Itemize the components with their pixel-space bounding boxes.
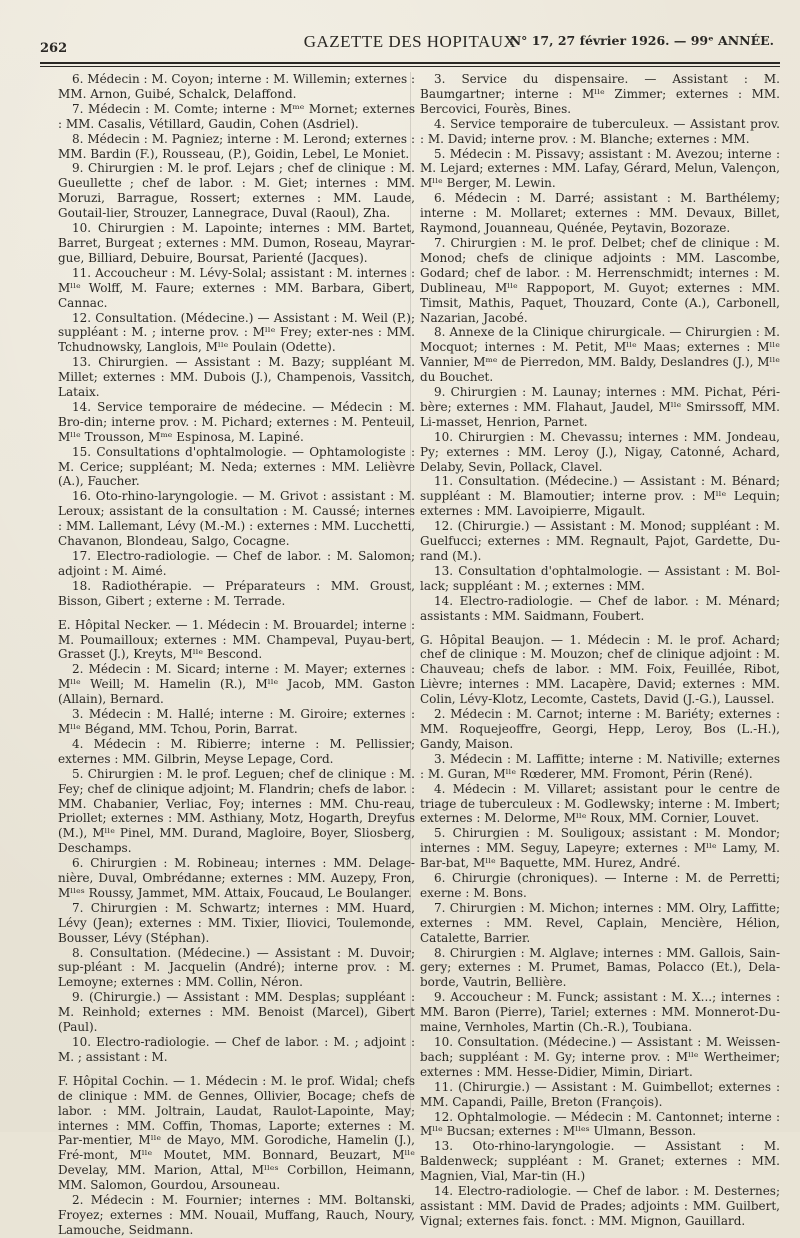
service-entry: 10. Electro-radiologie. — Chef de labor. : M. ; adjoint : M. ; assistant : M. [58,1035,415,1064]
service-entry: 2. Médecin : M. Fournier; internes : MM. Boltanski, Froyez; externes : MM. Nouail, Muffang, Rauch, Noury, Lamouche, Seidmann. [58,1193,415,1237]
hospital-section-beaujon: G. Hôpital Beaujon. — 1. Médecin : M. le prof. Achard; chef de clinique : M. Mouzon; chef de clinique adjoint : M. Chauveau; chefs de labor. : MM. Foix, Feuillée, Ribot, Lièvre; internes : MM. Lacapère, David; externes : MM. Colin, Lévy-Klotz, Lecomte, Castets, David (J.-G.), Laussel. [420,632,780,707]
service-entry: 4. Médecin : M. Ribierre; interne : M. Pellissier; externes : MM. Gilbrin, Meyse Lepage, Cord. [58,736,415,766]
service-entry: 3. Médecin : M. Hallé; interne : M. Giroire; externes : Mˡˡᵉ Bégand, MM. Tchou, Porin, Barrat. [58,707,415,736]
service-entry: 9. Accoucheur : M. Funck; assistant : M. X...; internes : MM. Baron (Pierre), Tariel; externes : MM. Monnerot-Du-maine, Vernholes, Martin (Ch.-R.), Toubiana. [420,990,780,1035]
service-entry: 14. Service temporaire de médecine. — Médecin : M. Bro-din; interne prov. : M. Pichard; externes : M. Penteuil, Mˡˡᵉ Trousson, Mᵐᵉ Espinosa, M. Lapiné. [58,399,415,444]
service-entry: 9. Chirurgien : M. Launay; internes : MM. Pichat, Péri-bère; externes : MM. Flahaut, Jaudel, Mˡˡᵉ Smirssoff, MM. Li-masset, Henrion, Parnet. [420,385,780,429]
service-entry: 8. Chirurgien : M. Alglave; internes : MM. Gallois, Sain-gery; externes : M. Prumet, Bamas, Polacco (Et.), Dela-borde, Vautrin, Bellière. [420,945,780,990]
service-entry: 7. Chirurgien : M. Schwartz; internes : MM. Huard, Lévy (Jean); externes : MM. Tixier, Iliovici, Toulemonde, Bousser, Lévy (Stéphan). [58,900,415,945]
service-entry: 11. Accoucheur : M. Lévy-Solal; assistant : M. internes : Mˡˡᵉ Wolff, M. Faure; externes : MM. Barbara, Gibert, Cannac. [58,265,415,310]
service-entry: 5. Médecin : M. Pissavy; assistant : M. Avezou; interne : M. Lejard; externes : MM. Lafay, Gérard, Melun, Valençon, Mˡˡᵉ Berger, M. Lewin. [420,146,780,191]
service-entry: 13. Oto-rhino-laryngologie. — Assistant : M. Baldenweck; suppléant : M. Granet; externes : MM. Magnien, Vial, Mar-tin (H.) [420,1139,780,1184]
service-entry: 13. Chirurgien. — Assistant : M. Bazy; suppléant M. Millet; externes : MM. Dubois (J.), Champenois, Vassitch, Lataix. [58,355,415,400]
service-entry: 14. Electro-radiologie. — Chef de labor. : M. Desternes; assistant : MM. David de Prades; adjoints : MM. Guilbert, Vignal; externes fais. fonct. : MM. Mignon, Gauillard. [420,1184,780,1228]
service-entry: 14. Electro-radiologie. — Chef de labor. : M. Ménard; assistants : MM. Saidmann, Foubert. [420,593,780,623]
service-entry: 17. Electro-radiologie. — Chef de labor. : M. Salomon; adjoint : M. Aimé. [58,549,415,578]
column-divider [410,72,411,1112]
service-entry: 5. Chirurgien : M. Souligoux; assistant : M. Mondor; internes : MM. Seguy, Lapeyre; externes : Mˡˡᵉ Lamy, M. Bar-bat, Mˡˡᵉ Baquette, MM. Hurez, André. [420,826,780,871]
journal-title: GAZETTE DES HOPITAUX [303,32,517,51]
service-entry: 4. Médecin : M. Villaret; assistant pour le centre de triage de tuberculeux : M. Godlewsky; interne : M. Imbert; externes : M. Delorme, Mˡˡᵉ Roux, MM. Cornier, Louvet. [420,781,780,826]
service-entry: 18. Radiothérapie. — Préparateurs : MM. Groust, Bisson, Gibert ; externe : M. Terrade. [58,578,415,608]
service-entry: 6. Médecin : M. Darré; assistant : M. Barthélemy; interne : M. Mollaret; externes : MM. Devaux, Billet, Raymond, Jouanneau, Quénée, Peytavin, Bozoraze. [420,191,780,236]
header-rule [40,62,780,64]
service-entry: 2. Médecin : M. Carnot; interne : M. Bariéty; externes : MM. Roquejeoffre, Georgi, Hepp, Leroy, Bos (L.-H.), Gandy, Maison. [420,707,780,751]
service-entry: 11. Consultation. (Médecine.) — Assistant : M. Bénard; suppléant : M. Blamoutier; interne prov. : Mˡˡᵉ Lequin; externes : MM. Lavoipierre, Migault. [420,474,780,519]
service-entry: 10. Chirurgien : M. Chevassu; internes : MM. Jondeau, Py; externes : MM. Leroy (J.), Nigay, Catonné, Achard, Delaby, Sevin, Pollack, Clavel. [420,429,780,474]
service-entry: 15. Consultations d'ophtalmologie. — Ophtamologiste : M. Cerice; suppléant; M. Neda; externes : MM. Lelièvre (A.), Faucher. [58,444,415,489]
service-entry: 16. Oto-rhino-laryngologie. — M. Grivot : assistant : M. Leroux; assistant de la consultation : M. Caussé; internes : MM. Lallemant, Lévy (M.-M.) : externes : MM. Lucchetti, Chavanon, Blondeau, Salgo, Cocagne. [58,489,415,549]
service-entry: 11. (Chirurgie.) — Assistant : M. Guimbellot; externes : MM. Capandi, Paille, Breton (François). [420,1079,780,1109]
header-rule-thin [40,66,780,67]
service-entry: 9. (Chirurgie.) — Assistant : MM. Desplas; suppléant : M. Reinhold; externes : MM. Benoist (Marcel), Gibert (Paul). [58,990,415,1035]
service-entry: 9. Chirurgien : M. le prof. Lejars ; chef de clinique : M. Gueullette ; chef de labor. : M. Giet; internes : MM. Moruzi, Barrague, Rossert; externes : MM. Laude, Goutail-lier, Strouzer, Lannegrace, Duval (Raoul), Zha. [58,161,415,221]
page-number: 262 [40,41,68,56]
hospital-section-necker: E. Hôpital Necker. — 1. Médecin : M. Brouardel; interne : M. Poumailloux; externes : MM. Champeval, Puyau-bert, Grasset (J.), Kreyts, Mˡˡᵉ Bescond. [58,617,415,662]
service-entry: 7. Médecin : M. Comte; interne : Mᵐᵉ Mornet; externes : MM. Casalis, Vétillard, Gaudin, Cohen (Asdriel). [58,101,415,131]
service-entry: 3. Service du dispensaire. — Assistant : M. Baumgartner; interne : Mˡˡᵉ Zimmer; externes : MM. Bercovici, Fourès, Bines. [420,72,780,116]
service-entry: 6. Médecin : M. Coyon; interne : M. Willemin; externes : MM. Arnon, Guibé, Schalck, Delaffond. [58,72,415,101]
left-column [58,72,415,1238]
service-entry: 6. Chirurgien : M. Robineau; internes : MM. Delage-nière, Duval, Ombrédanne; externes : MM. Auzepy, Fron, Mˡˡᵉˢ Roussy, Jammet, MM. Attaix, Foucaud, Le Boulanger. [58,856,415,900]
service-entry: 12. Ophtalmologie. — Médecin : M. Cantonnet; interne : Mˡˡᵉ Bucsan; externes : Mˡˡᵉˢ Ulmann, Besson. [420,1109,780,1139]
service-entry: 2. Médecin : M. Sicard; interne : M. Mayer; externes : Mˡˡᵉ Weill; M. Hamelin (R.), Mˡˡᵉ Jacob, MM. Gaston (Allain), Bernard. [58,662,415,707]
service-entry: 6. Chirurgie (chroniques). — Interne : M. de Perretti; exerne : M. Bons. [420,871,780,900]
service-entry: 13. Consultation d'ophtalmologie. — Assistant : M. Bol-lack; suppléant : M. ; externes : MM. [420,563,780,593]
service-entry: 12. Consultation. (Médecine.) — Assistant : M. Weil (P.); suppléant : M. ; interne prov. : Mˡˡᵉ Frey; exter-nes : MM. Tchudnowsky, Langlois, Mˡˡᵉ Poulain (Odette). [58,310,415,355]
service-entry: 10. Consultation. (Médecine.) — Assistant : M. Weissen-bach; suppléant : M. Gy; interne prov. : Mˡˡᵉ Wertheimer; externes : MM. Hesse-Didier, Mimin, Diriart. [420,1035,780,1079]
hospital-section-cochin: F. Hôpital Cochin. — 1. Médecin : M. le prof. Widal; chefs de clinique : MM. de Gennes, Ollivier, Bocage; chefs de labor. : MM. Joltrain, Laudat, Raulot-Lapointe, May; internes : MM. Coffin, Thomas, Laporte; externes : M. Par-mentier, Mˡˡᵉ de Mayo, MM. Gorodiche, Hamelin (J.), Fré-mont, Mˡˡᵉ Moutet, MM. Bonnard, Beuzart, Mˡˡᵉ Develay, MM. Marion, Attal, Mˡˡᵉˢ Corbillon, Heimann, MM. Salomon, Gourdou, Arsouneau. [58,1073,415,1193]
service-entry: 10. Chirurgien : M. Lapointe; internes : MM. Bartet, Barret, Burgeat ; externes : MM. Dumon, Roseau, Mayrar-gue, Billiard, Debuire, Boursat, Parienté (Jacques). [58,221,415,265]
issue-info: N° 17, 27 février 1926. — 99ᵉ ANNÉE. [509,33,774,48]
service-entry: 8. Annexe de la Clinique chirurgicale. — Chirurgien : M. Mocquot; internes : M. Petit, Mˡˡᵉ Maas; externes : Mˡˡᵉ Vannier, Mᵐᵉ de Pierredon, MM. Baldy, Deslandres (J.), Mˡˡᵉ du Bouchet. [420,325,780,385]
service-entry: 7. Chirurgien : M. le prof. Delbet; chef de clinique : M. Monod; chefs de clinique adjoints : MM. Lascombe, Godard; chef de labor. : M. Herrenschmidt; internes : M. Dublineau, Mˡˡᵉ Rappoport, M. Guyot; externes : MM. Timsit, Mathis, Paquet, Thouzard, Conte (A.), Carbonell, Nazarian, Jacobé. [420,235,780,325]
service-entry: 8. Consultation. (Médecine.) — Assistant : M. Duvoir; sup-pléant : M. Jacquelin (André); interne prov. : M. Lemoyne; externes : MM. Collin, Néron. [58,945,415,990]
service-entry: 7. Chirurgien : M. Michon; internes : MM. Olry, Laffitte; externes : MM. Revel, Caplain, Mencière, Hélion, Catalette, Barrier. [420,900,780,945]
service-entry: 4. Service temporaire de tuberculeux. — Assistant prov. : M. David; interne prov. : M. Blanche; externes : MM. [420,116,780,146]
page-header [40,30,780,60]
service-entry: 12. (Chirurgie.) — Assistant : M. Monod; suppléant : M. Guelfucci; externes : MM. Regnault, Pajot, Gardette, Du-rand (M.). [420,519,780,563]
right-column [420,72,780,1229]
service-entry: 5. Chirurgien : M. le prof. Leguen; chef de clinique : M. Fey; chef de clinique adjoint; M. Flandrin; chefs de labor. : MM. Chabanier, Verliac, Foy; internes : MM. Chu-reau, Priollet; externes : MM. Asthiany, Motz, Hogarth, Dreyfus (M.), Mˡˡᵉ Pinel, MM. Durand, Magloire, Boyer, Sliosberg, Deschamps. [58,766,415,856]
service-entry: 3. Médecin : M. Laffitte; interne : M. Nativille; externes : M. Guran, Mˡˡᵉ Rœderer, MM. Fromont, Périn (René). [420,751,780,781]
service-entry: 8. Médecin : M. Pagniez; interne : M. Lerond; externes : MM. Bardin (F.), Rousseau, (P.), Goidin, Lebel, Le Moniet. [58,131,415,161]
